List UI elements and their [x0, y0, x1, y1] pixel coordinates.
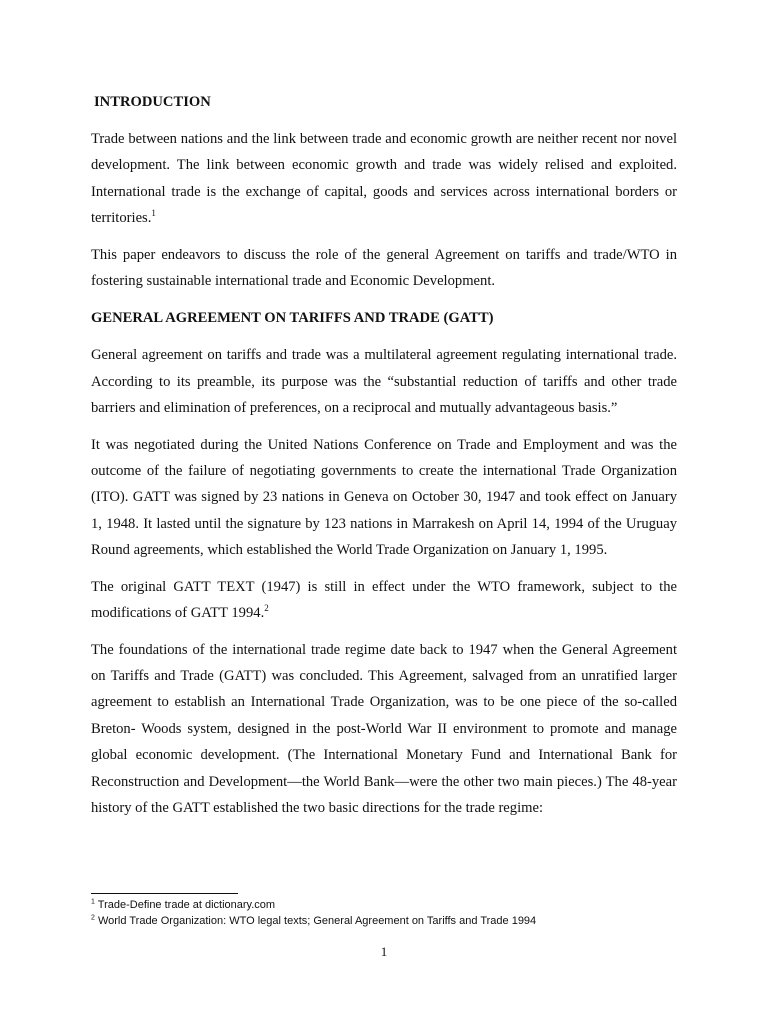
footnote-ref-2[interactable]: 2 — [264, 603, 269, 614]
page-number: 1 — [380, 944, 388, 959]
document-body — [91, 92, 677, 821]
footnotes — [91, 897, 536, 929]
intro-paragraph-1 — [91, 126, 677, 232]
gatt-paragraph-3 — [91, 574, 677, 627]
introduction-heading: INTRODUCTION — [94, 94, 211, 110]
gatt-paragraph-1: General agreement on tariffs and trade was a multilateral agreement regulating international trade. According to its preamble, its purpose was the “substantial reduction of tariffs and other trade barriers and elimination of preferences, on a reciprocal and mutually advantageous basis.” — [91, 347, 677, 417]
footnote-2 — [91, 913, 536, 929]
intro-paragraph-2: This paper endeavors to discuss the role of the general Agreement on tariffs and trade/WTO in fostering sustainable international trade and Economic Development. — [91, 246, 677, 290]
footnote-1-text: Trade-Define trade at dictionary.com — [97, 899, 276, 911]
footnote-1 — [91, 897, 536, 913]
gatt-heading: GENERAL AGREEMENT ON TARIFFS AND TRADE (GATT) — [91, 310, 494, 327]
gatt-paragraph-4: The foundations of the international trade regime date back to 1947 when the General Agreement on Tariffs and Trade (GATT) was concluded. This Agreement, salvaged from an unratified larger agreement to establish an International Trade Organization, was to be one piece of the so-called Breton- Woods system, designed in the post-World War II environment to promote and manage global economic development. (The International Monetary Fund and International Bank for Reconstruction and Development—the World Bank—were the other two main pieces.) The 48-year history of the GATT established the two basic directions for the trade regime: — [91, 641, 677, 816]
footnote-1-number: 1 — [91, 898, 95, 906]
footnote-2-text: World Trade Organization: WTO legal texts; General Agreement on Tariffs and Trade 1994 — [97, 915, 537, 927]
footnote-2-number: 2 — [91, 914, 95, 922]
gatt-paragraph-3-text: The original GATT TEXT (1947) is still in effect under the WTO framework, subject to the modifications of GATT 1994. — [91, 578, 677, 622]
footnote-ref-1[interactable]: 1 — [151, 208, 156, 219]
intro-paragraph-1-text: Trade between nations and the link between trade and economic growth are neither recent nor novel development. The link between economic growth and trade was widely relised and exploited. International trade is the exchange of capital, goods and services across international borders or territories. — [91, 131, 677, 227]
gatt-paragraph-2: It was negotiated during the United Nations Conference on Trade and Employment and was the outcome of the failure of negotiating governments to create the international Trade Organization (ITO). GATT was signed by 23 nations in Geneva on October 30, 1947 and took effect on January 1, 1948. It lasted until the signature by 123 nations in Marrakesh on April 14, 1994 of the Uruguay Round agreements, which established the World Trade Organization on January 1, 1995. — [91, 436, 677, 559]
